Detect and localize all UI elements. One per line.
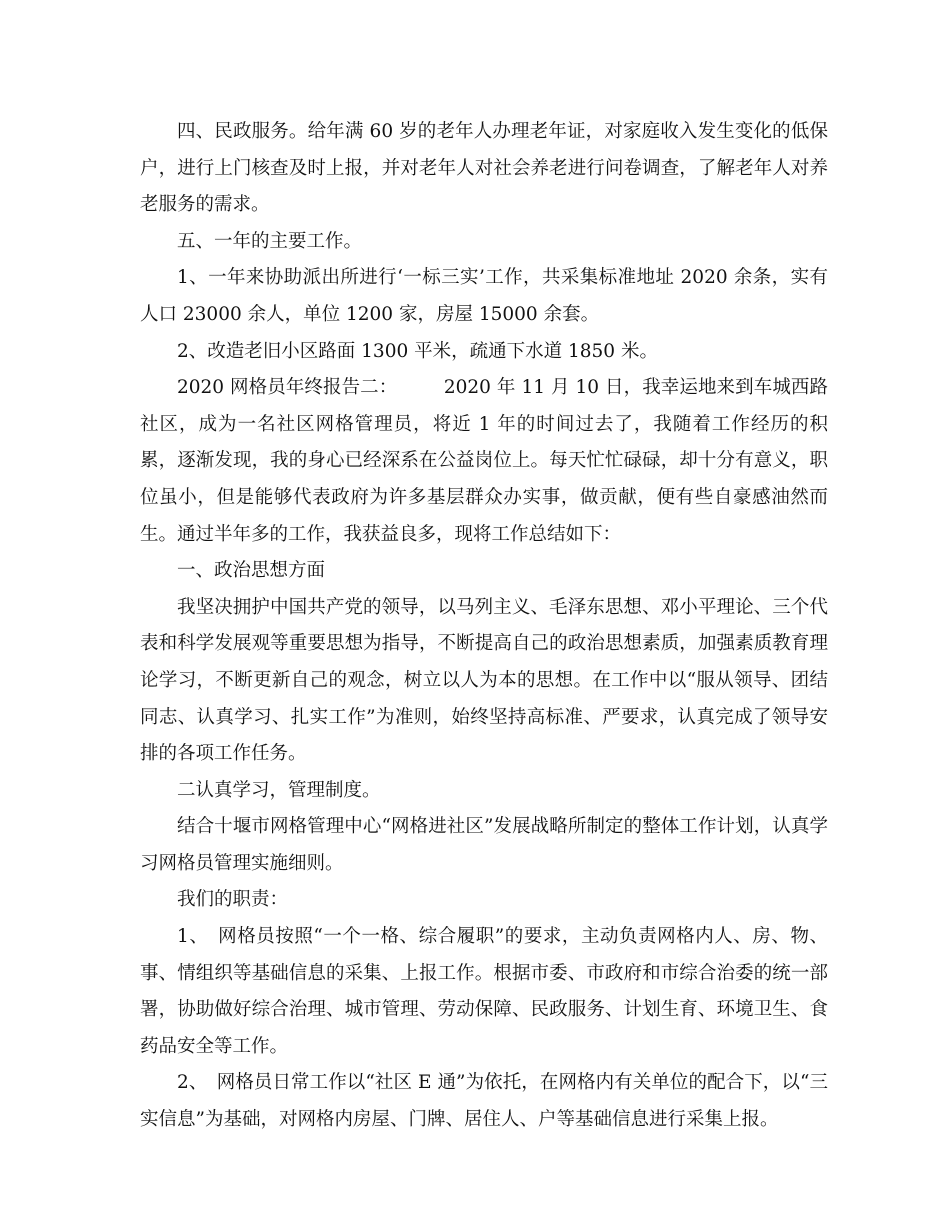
paragraph-duty-2: 2、 网格员日常工作以“社区 E 通”为依托，在网格内有关单位的配合下，以“三实信息”为基础，对网格内房屋、门牌、居住人、户等基础信息进行采集上报。: [140, 1072, 828, 1131]
section-heading-study: 二认真学习，管理制度。: [177, 779, 381, 801]
paragraph-duty-1: 1、 网格员按照“一个一格、综合履职”的要求，主动负责网格内人、房、物、事、情组织等基础信息的采集、上报工作。根据市委、市政府和市综合治委的统一部署，协助做好综合治理、城市管理、劳动保障、民政服务、计划生育、环境卫生、食药品安全等工作。: [140, 926, 828, 1057]
paragraph-civil-affairs: 四、民政服务。给年满 60 岁的老年人办理老年证，对家庭收入发生变化的低保户，进行上门核查及时上报，并对老年人对社会养老进行问卷调查，了解老年人对养老服务的需求。: [140, 121, 828, 216]
paragraph-political: 我坚决拥护中国共产党的领导，以马列主义、毛泽东思想、邓小平理论、三个代表和科学发展观等重要思想为指导，不断提高自己的政治思想素质，加强素质教育理论学习，不断更新自己的观念，树立以人为本的思想。在工作中以“服从领导、团结同志、认真学习、扎实工作”为准则，始终坚持高标准、严要求，认真完成了领导安排的各项工作任务。: [140, 596, 828, 765]
section-heading-duties: 我们的职责：: [177, 889, 289, 911]
section-heading-political: 一、政治思想方面: [177, 560, 326, 582]
paragraph-item-2: 2、改造老旧小区路面 1300 平米，疏通下水道 1850 米。: [177, 340, 658, 362]
document-body: [140, 114, 828, 1139]
paragraph-item-1: 1、一年来协助派出所进行‘一标三实’工作，共采集标准地址 2020 余条，实有人口 23000 余人，单位 1200 家，房屋 15000 余套。: [140, 267, 828, 325]
section-heading-annual-work: 五、一年的主要工作。: [177, 230, 363, 252]
paragraph-report-two-intro: 2020 网格员年终报告二： 2020 年 11 月 10 日，我幸运地来到车城西路社区，成为一名社区网格管理员，将近 1 年的时间过去了，我随着工作经历的积累，逐渐发现，我的身心已经深系在公益岗位上。每天忙忙碌碌，却十分有意义，职位虽小，但是能够代表政府为许多基层群众办实事，做贡献，便有些自豪感油然而生。通过半年多的工作，我获益良多，现将工作总结如下：: [140, 377, 828, 545]
paragraph-study: 结合十堰市网格管理中心“网格进社区”发展战略所制定的整体工作计划，认真学习网格员管理实施细则。: [140, 816, 828, 874]
